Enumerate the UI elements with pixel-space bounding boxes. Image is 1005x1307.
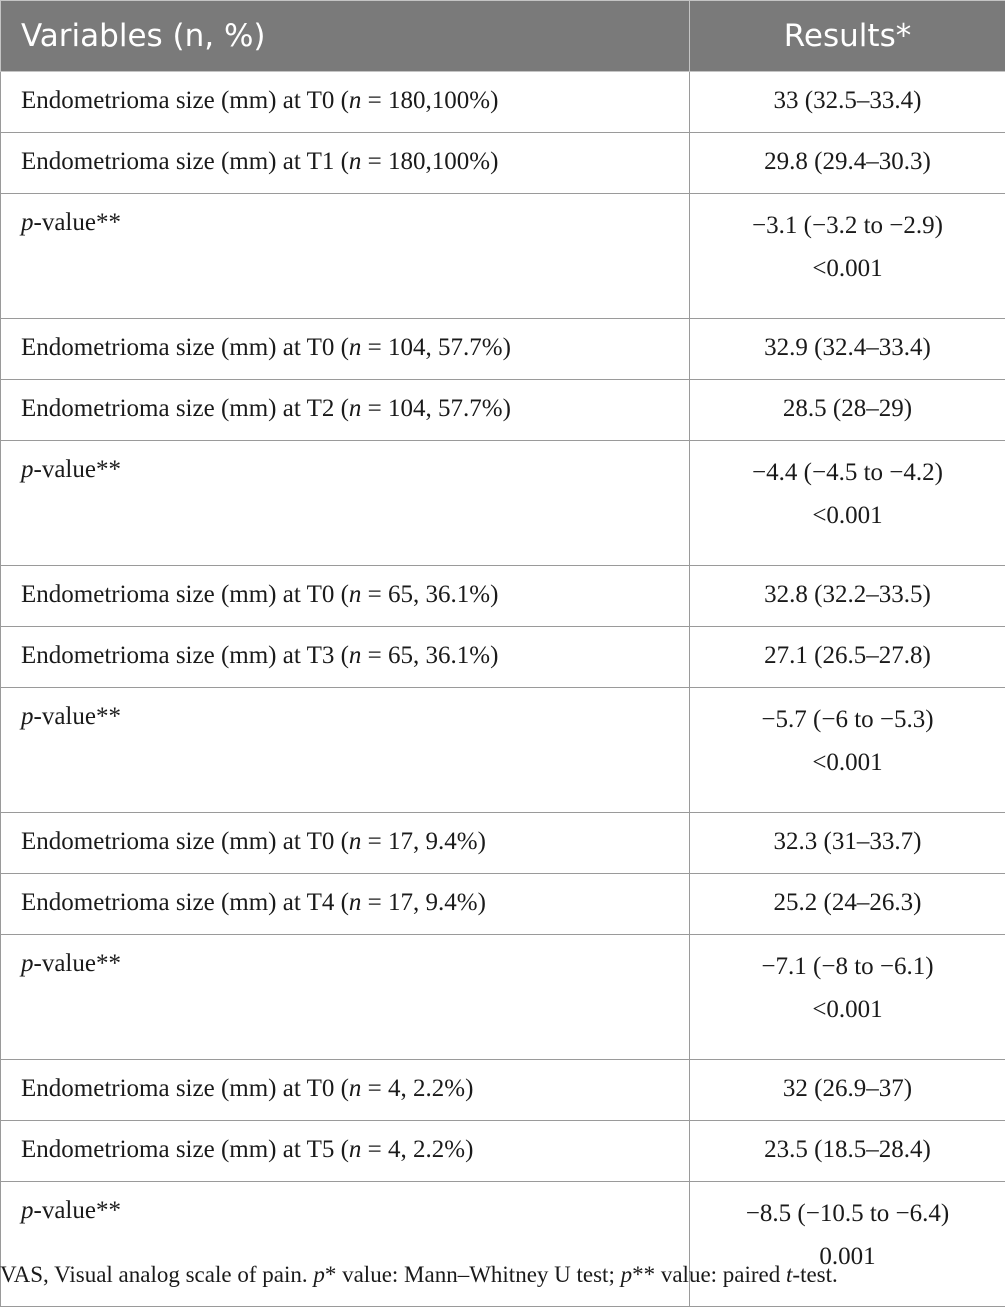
table-row (1, 566, 1005, 627)
result-cell: 32.8 (32.2–33.5) (690, 566, 1005, 627)
result-cell: 32.9 (32.4–33.4) (690, 319, 1005, 380)
table-row (1, 72, 1005, 133)
table-row (1, 319, 1005, 380)
mean-difference: −8.5 (−10.5 to −6.4) (690, 1182, 1005, 1232)
table-row-pvalue (1, 194, 1005, 319)
variable-cell: Endometrioma size (mm) at T0 (n = 17, 9.4%) (1, 813, 690, 874)
variable-cell: Endometrioma size (mm) at T4 (n = 17, 9.4%) (1, 874, 690, 935)
result-cell: 32.3 (31–33.7) (690, 813, 1005, 874)
table-row (1, 874, 1005, 935)
table-row (1, 627, 1005, 688)
p-value: <0.001 (690, 985, 1005, 1035)
p-value: 0.001 (690, 1232, 1005, 1282)
table-row (1, 1121, 1005, 1182)
result-cell: 33 (32.5–33.4) (690, 72, 1005, 133)
table-footnote: VAS, Visual analog scale of pain. p* value: Mann–Whitney U test; p** value: paired t-test. (0, 1262, 1005, 1288)
result-cell: 23.5 (18.5–28.4) (690, 1121, 1005, 1182)
variable-cell: Endometrioma size (mm) at T0 (n = 104, 57.7%) (1, 319, 690, 380)
variable-cell: Endometrioma size (mm) at T3 (n = 65, 36.1%) (1, 627, 690, 688)
mean-difference: −5.7 (−6 to −5.3) (690, 688, 1005, 738)
table-row (1, 1060, 1005, 1121)
table-header-row (1, 1, 1005, 72)
header-results: Results* (690, 1, 1005, 72)
table-row-pvalue (1, 441, 1005, 566)
table-row (1, 133, 1005, 194)
variable-cell: p-value** (1, 441, 690, 566)
result-cell (690, 688, 1005, 813)
result-cell: 29.8 (29.4–30.3) (690, 133, 1005, 194)
p-value: <0.001 (690, 244, 1005, 294)
result-cell (690, 935, 1005, 1060)
result-cell: 27.1 (26.5–27.8) (690, 627, 1005, 688)
variable-cell: Endometrioma size (mm) at T0 (n = 4, 2.2%) (1, 1060, 690, 1121)
result-cell: 25.2 (24–26.3) (690, 874, 1005, 935)
header-variables: Variables (n, %) (1, 1, 690, 72)
variable-cell: p-value** (1, 688, 690, 813)
table-row-pvalue (1, 688, 1005, 813)
result-cell: 32 (26.9–37) (690, 1060, 1005, 1121)
table-row (1, 813, 1005, 874)
p-value: <0.001 (690, 738, 1005, 788)
result-cell (690, 441, 1005, 566)
variable-cell: Endometrioma size (mm) at T1 (n = 180,100%) (1, 133, 690, 194)
table-row-pvalue (1, 935, 1005, 1060)
mean-difference: −4.4 (−4.5 to −4.2) (690, 441, 1005, 491)
variable-cell: Endometrioma size (mm) at T5 (n = 4, 2.2%) (1, 1121, 690, 1182)
result-cell: 28.5 (28–29) (690, 380, 1005, 441)
variable-cell: Endometrioma size (mm) at T0 (n = 65, 36.1%) (1, 566, 690, 627)
p-value: <0.001 (690, 491, 1005, 541)
table-row (1, 380, 1005, 441)
variable-cell: Endometrioma size (mm) at T0 (n = 180,100%) (1, 72, 690, 133)
variable-cell: p-value** (1, 1182, 690, 1307)
mean-difference: −3.1 (−3.2 to −2.9) (690, 194, 1005, 244)
result-cell (690, 194, 1005, 319)
variable-cell: Endometrioma size (mm) at T2 (n = 104, 57.7%) (1, 380, 690, 441)
mean-difference: −7.1 (−8 to −6.1) (690, 935, 1005, 985)
variable-cell: p-value** (1, 935, 690, 1060)
variable-cell: p-value** (1, 194, 690, 319)
